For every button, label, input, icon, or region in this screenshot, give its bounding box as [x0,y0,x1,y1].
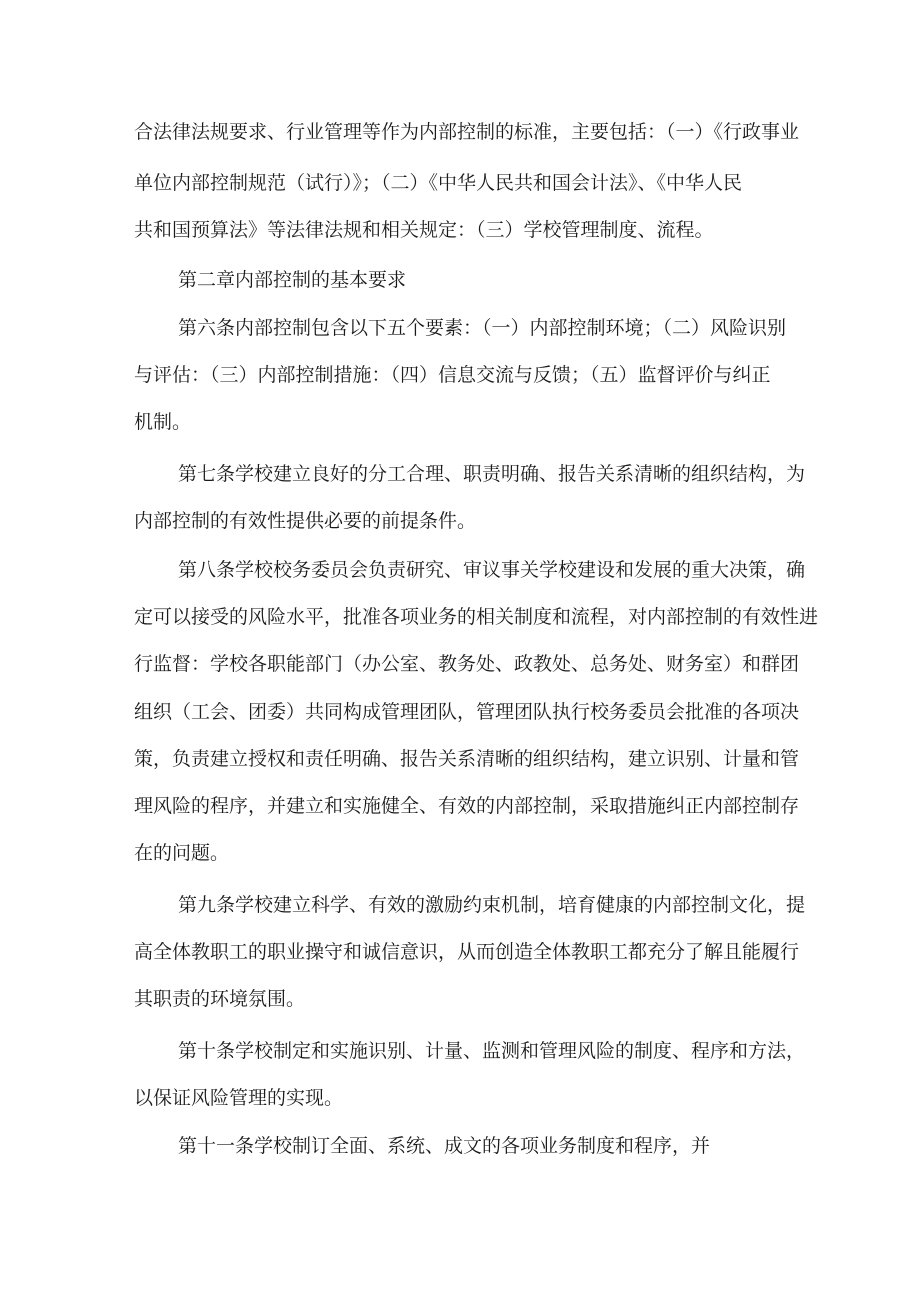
line-text: 单位内部控制规范（试行）》；（二）《中华人民共和国会计法》、《中华人民 [134,172,743,194]
line-text: 合法律法规要求、行业管理等作为内部控制的标准，主要包括：（一）《行政事业 [134,121,800,143]
chapter-title: 第二章内部控制的基本要求 [178,269,407,291]
line-text: 共和国预算法》等法律法规和相关规定：（三）学校管理制度、流程。 [134,219,714,241]
line-text: 组织（工会、团委）共同构成管理团队，管理团队执行校务委员会批准的各项决 [134,701,800,723]
line-text: 与评估：（三）内部控制措施：（四）信息交流与反馈；（五）监督评价与纠正 [134,364,771,386]
line-text: 行监督：学校各职能部门（办公室、教务处、政教处、总务处、财务室）和群团 [134,653,800,675]
line-text: 在的问题。 [134,842,230,864]
line-text: 内部控制的有效性提供必要的前提条件。 [134,510,477,532]
line-text: 高全体教职工的职业操守和诚信意识，从而创造全体教职工都充分了解且能履行 [134,941,800,963]
line-text: 策，负责建立授权和责任明确、报告关系清晰的组织结构，建立识别、计量和管 [134,748,800,770]
line-text: 定可以接受的风险水平，批准各项业务的相关制度和流程，对内部控制的有效性进 [134,606,819,628]
line-text: 第十条学校制定和实施识别、计量、监测和管理风险的制度、程序和方法， [178,1040,806,1062]
line-text: 第九条学校建立科学、有效的激励约束机制，培育健康的内部控制文化，提 [178,894,806,916]
line-text: 第七条学校建立良好的分工合理、职责明确、报告关系清晰的组织结构，为 [178,463,806,485]
line-text: 以保证风险管理的实现。 [134,1087,344,1109]
line-text: 第六条内部控制包含以下五个要素：（一）内部控制环境；（二）风险识别 [178,317,787,339]
line-text: 其职责的环境氛围。 [134,988,306,1010]
line-text: 第十一条学校制订全面、系统、成文的各项业务制度和程序，并 [178,1135,711,1157]
line-text: 机制。 [134,411,192,433]
line-text: 理风险的程序，并建立和实施健全、有效的内部控制，采取措施纠正内部控制存 [134,795,800,817]
line-text: 第八条学校校务委员会负责研究、审议事关学校建设和发展的重大决策，确 [178,559,806,581]
